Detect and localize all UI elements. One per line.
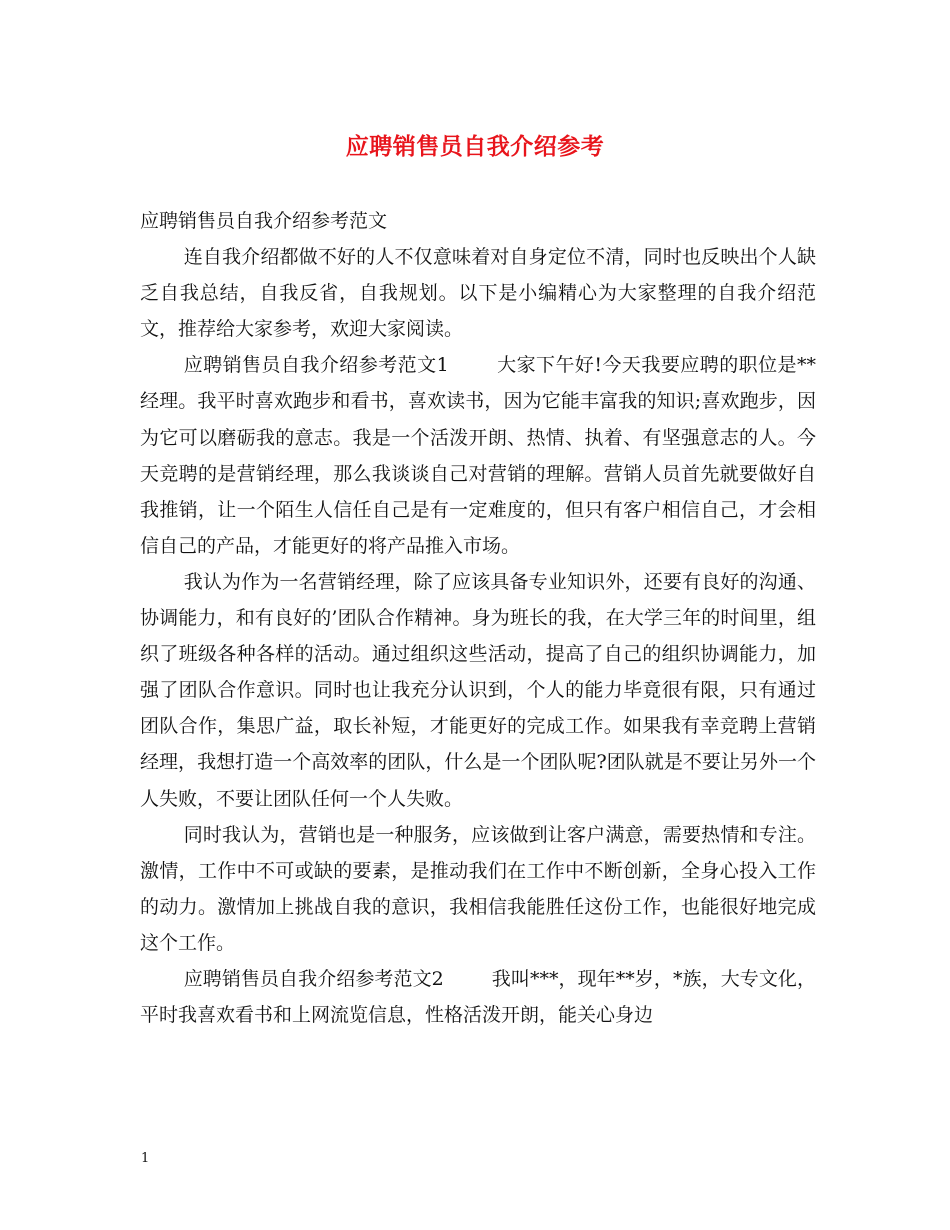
sample1-text: 大家下午好!今天我要应聘的职位是**经理。我平时喜欢跑步和看书，喜欢读书，因为它能丰富我的知识;喜欢跑步，因为它可以磨砺我的意志。我是一个活泼开朗、热情、执着、有坚强意志的人。今天竞聘的是营销经理，那么我谈谈自己对营销的理解。营销人员首先就要做好自我推销，让一个陌生人信任自己是有一定难度的，但只有客户相信自己，才会相信自己的产品，才能更好的将产品推入市场。 bbox=[140, 354, 817, 557]
sample2-paragraph bbox=[140, 961, 816, 1033]
sample1-paragraph bbox=[140, 347, 816, 564]
document-subtitle: 应聘销售员自我介绍参考范文 bbox=[140, 210, 388, 232]
document-title: 应聘销售员自我介绍参考 bbox=[345, 134, 605, 160]
sample1-heading: 应聘销售员自我介绍参考范文1 bbox=[183, 354, 449, 377]
paragraph-service: 同时我认为，营销也是一种服务，应该做到让客户满意，需要热情和专注。激情，工作中不可或缺的要素，是推动我们在工作中不断创新，全身心投入工作的动力。激情加上挑战自我的意识，我相信我能胜任这份工作，也能很好地完成这个工作。 bbox=[140, 823, 816, 954]
intro-paragraph: 连自我介绍都做不好的人不仅意味着对自身定位不清，同时也反映出个人缺乏自我总结，自我反省，自我规划。以下是小编精心为大家整理的自我介绍范文，推荐给大家参考，欢迎大家阅读。 bbox=[140, 246, 816, 341]
sample2-text: 我叫***，现年**岁，*族，大专文化，平时我喜欢看书和上网流览信息，性格活泼开朗，能关心身边 bbox=[140, 967, 816, 1027]
paragraph-teamwork: 我认为作为一名营销经理，除了应该具备专业知识外，还要有良好的沟通、协调能力，和有良好的’团队合作精神。身为班长的我，在大学三年的时间里，组织了班级各种各样的活动。通过组织这些活动，提高了自己的组织协调能力，加强了团队合作意识。同时也让我充分认识到，个人的能力毕竟很有限，只有通过团队合作，集思广益，取长补短，才能更好的完成工作。如果我有幸竞聘上营销经理，我想打造一个高效率的团队，什么是一个团队呢?团队就是不要让另外一个人失败，不要让团队任何一个人失败。 bbox=[140, 570, 816, 810]
document-body bbox=[140, 203, 816, 1033]
sample2-heading: 应聘销售员自我介绍参考范文2 bbox=[183, 967, 444, 990]
page-number: 1 bbox=[141, 1151, 150, 1166]
